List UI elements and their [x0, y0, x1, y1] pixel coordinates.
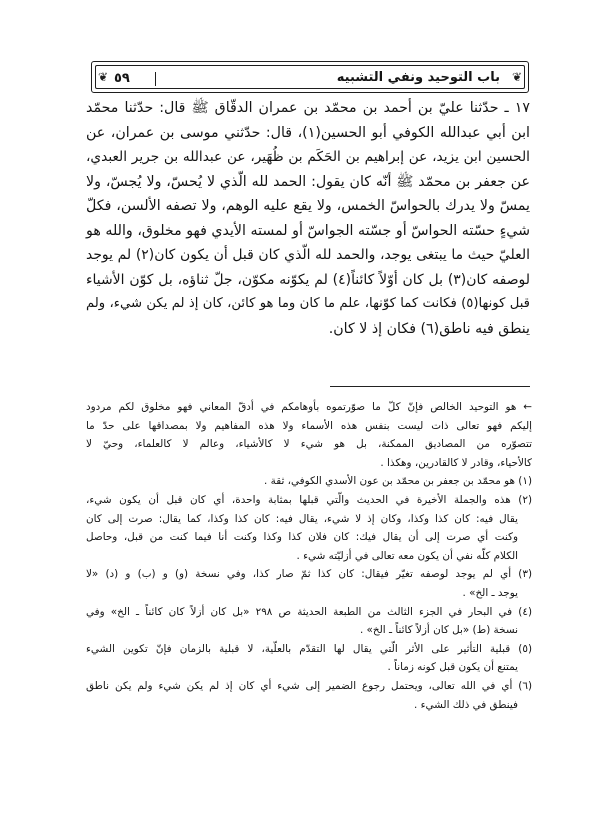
body-line: قبل كونها(٥) فكانت كما كوّنها، علم ما كان وما هو كائن، كان إذ لم يكن شيء، ولم: [86, 296, 530, 311]
footnote-line: (٤) في البحار في الجزء الثالث من الطبعة الحديثة ص ٢٩٨ «بل كان أزلاً كان كائناً ـ الخ» وفي: [86, 605, 532, 618]
footnote-line: (١) هو محمّد بن جعفر بن محمّد بن عون الأسدي الكوفي، ثقة .: [264, 475, 532, 488]
footnote-line: نسخة (ط) «بل كان أزلاً كائناً ـ الخ» .: [359, 624, 518, 637]
footnote-line: كالأحياء، وقادر لا كالقادرين، وهكذا .: [380, 456, 532, 469]
header-divider: [155, 72, 156, 86]
footnote-line: فينطق في ذلك الشيء .: [414, 698, 518, 711]
footnote-separator: [330, 386, 530, 387]
chapter-title: باب التوحيد ونفي التشبيه: [336, 70, 500, 85]
footnote-line: وكنت أي صرت إلى أن يقال فيك: كان فلان كذا وكذا وكنت أنا فيما كنت من قبل، وحاصل: [86, 531, 518, 544]
running-header: [91, 61, 529, 93]
footnote-line: ← هو التوحيد الخالص فإنّ كلّ ما صوّرتموه بأوهامكم في أدقّ المعاني فهو مخلوق لكم مردود: [86, 401, 532, 413]
ornament-right-icon: ❦: [511, 70, 522, 84]
page-number: ٥٩: [114, 71, 130, 86]
footnote-line: تتصوّره من المصاديق الممكنة، بل هو شيء لا كالأشياء، وعالم لا كالعلماء، وحيّ لا: [86, 438, 532, 451]
footnote-line: (٢) هذه والجملة الأخيرة في الحديث والّتي قبلها بمثابة واحدة، أي كان قبل أن يكون شيء،: [86, 493, 532, 506]
footnote-line: يمتنع أن يكون قبل كونه زماناً .: [387, 661, 518, 674]
body-line: لوصفه كان(٣) بل كان أوّلاً كائناً(٤) لم يكوّنه مكوّن، جلّ ثناؤه، بل كوّن الأشياء: [86, 271, 530, 288]
footnote-line: (٣) أي لم يوجد لوصفه تغيّر فيقال: كان كذا ثمّ صار كذا، وفي نسخة (و) و (ب) و (د) «لا: [86, 568, 532, 581]
footnote-line: إليكم فهو تعالى ذات ليست بنفس هذه الأسماء ولا هذه المفاهيم ولا بمصداقها على حدّ ما: [86, 419, 532, 432]
body-line: ابن أبي عبدالله الكوفي أبو الحسين(١)، قال: حدّثني موسى بن عمران، عن: [86, 124, 530, 141]
body-line: ينطق فيه ناطق(٦) فكان إذ لا كان.: [328, 320, 530, 337]
header-inner-frame: [95, 65, 525, 89]
body-line: يمسّ ولا يدرك بالحواسّ الخمس، ولا يقع عليه الوهم، ولا تصفه الألسن، فكلّ: [86, 198, 530, 214]
footnote-line: الكلام كلّه نفي أن يكون معه تعالى في أزليّته شيء .: [296, 549, 518, 562]
footnote-line: (٦) أي في الله تعالى، ويحتمل رجوع الضمير إلى شيء أي كان إذ لم يكن شيء ولم يكن ناطق: [86, 679, 532, 692]
body-line: العليّ حيث ما يبتغى يوجد، والحمد لله الّذي كان قبل أن يكون كان(٢) لم يوجد: [86, 247, 530, 263]
hadith-body: [86, 96, 530, 341]
body-line: ١٧ ـ حدّثنا عليّ بن أحمد بن محمّد بن عمران الدقّاق ﷺ قال: حدّثنا محمّد: [86, 100, 530, 116]
footnote-line: يوجد ـ الخ» .: [462, 586, 518, 599]
body-line: الحسين ابن يزيد، عن إبراهيم بن الحَكَم بن ظُهَير، عن عبدالله بن جرير العبدي،: [86, 149, 530, 165]
footnotes: [86, 398, 532, 714]
body-line: شيءٍ حسّته الحواسّ أو جسّته الجواسّ أو لمسته الأيدي فهو مخلوق، والله هو: [86, 222, 530, 239]
body-line: عن جعفر بن محمّد ﷺ أنّه كان يقول: الحمد لله الّذي لا يُحسّ، ولا يُجسّ، ولا: [86, 173, 530, 190]
ornament-left-icon: ❦: [98, 70, 109, 84]
footnote-line: (٥) قبلية التأثير على الأثر الّتي يقال لها التقدّم بالعلّية، لا قبلية بالزمان فإنّ تكوين الشيء: [86, 642, 532, 655]
footnote-line: يقال فيه: كان كذا وكذا، وكان إذ لا شيء، يقال فيه: كان كذا وكذا، كما يقال: صرت إلى كان: [86, 512, 518, 525]
